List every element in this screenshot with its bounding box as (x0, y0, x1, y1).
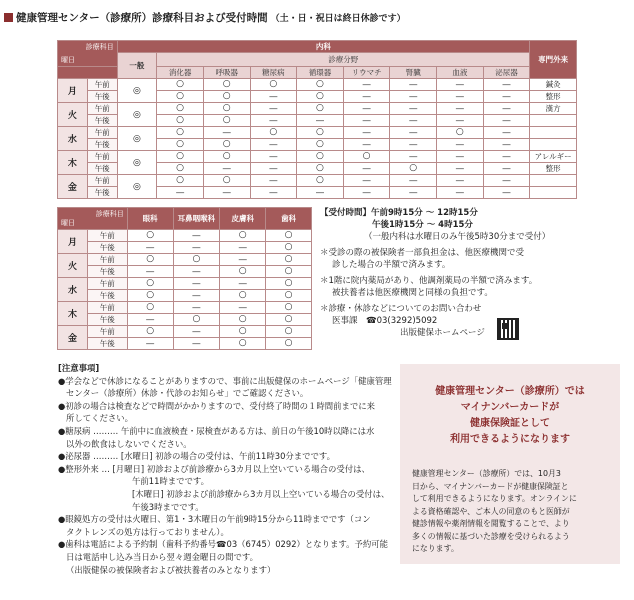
schedule-cell: ○ (220, 326, 266, 338)
schedule-cell: ― (483, 163, 530, 175)
schedule-cell: ― (250, 151, 297, 163)
promo-line: 多くの情報に基づいた診療を受けられるよう (412, 531, 570, 541)
schedule-cell: ○ (220, 290, 266, 302)
schedule-cell: ― (173, 290, 220, 302)
table-row (58, 79, 577, 91)
table-row (58, 326, 312, 338)
day-cell: 木 (58, 151, 88, 175)
schedule-cell: ― (437, 139, 484, 151)
notes-section (58, 362, 392, 576)
note-line: ●初診の場合は検査などで時間がかかりますので、受付終了時間の１時間前までに来 (58, 400, 376, 411)
schedule-cell: ○ (173, 254, 220, 266)
schedule-cell: ○ (157, 103, 204, 115)
day-cell: 金 (58, 326, 88, 350)
schedule-cell: ○ (220, 230, 266, 242)
time-cell: 午後 (87, 139, 117, 151)
schedule-cell: ― (390, 127, 437, 139)
schedule-cell: ― (343, 175, 390, 187)
schedule-cell: ― (173, 338, 220, 350)
schedule-cell: ― (343, 163, 390, 175)
promo-line: 健診情報や薬剤情報を閲覧することで、より (412, 519, 570, 528)
time-cell: 午後 (87, 290, 127, 302)
table2-subject-3: 歯科 (266, 208, 312, 230)
schedule-cell: ○ (297, 103, 344, 115)
schedule-cell: ― (220, 254, 266, 266)
specialist-cell (530, 127, 577, 139)
schedule-cell: ― (437, 187, 484, 199)
schedule-cell: ○ (266, 302, 312, 314)
table-row (58, 127, 577, 139)
day-cell: 金 (58, 175, 88, 199)
reception-bullet3b: 医事課 ☎03(3292)5092 (332, 316, 438, 326)
table1-subject-5: 腎臓 (390, 67, 437, 79)
time-cell: 午後 (87, 115, 117, 127)
promo-line: して利用できるようになります。オンラインに (412, 494, 577, 503)
schedule-cell: ― (483, 187, 530, 199)
specialist-cell (530, 175, 577, 187)
promo-line: 日から、マイナンバーカードが健康保険証と (412, 481, 569, 491)
schedule-cell: ― (173, 302, 220, 314)
reception-info (320, 207, 620, 339)
table1-naika-header: 内科 (117, 41, 530, 53)
schedule-cell: ― (250, 163, 297, 175)
schedule-cell: ○ (127, 302, 173, 314)
schedule-cell: ○ (157, 91, 204, 103)
schedule-cell: ○ (266, 290, 312, 302)
schedule-cell: ― (343, 187, 390, 199)
schedule-cell: ○ (297, 79, 344, 91)
table2-subject-2: 皮膚科 (220, 208, 266, 230)
general-cell: ◎ (117, 79, 157, 103)
note-line: [木曜日] 初診および前診療から3カ月以上空いている場合の受付は、 (132, 488, 390, 499)
qr-code-icon[interactable] (497, 318, 519, 340)
title-note: （土・日・祝日は終日休診です） (270, 14, 406, 24)
note-line: ●泌尿器 ……… [水曜日] 初診の場合の受付は、午前11時30分までです。 (58, 451, 335, 462)
time-cell: 午後 (87, 91, 117, 103)
table1-subject-3: 循環器 (297, 67, 344, 79)
schedule-cell: ○ (266, 242, 312, 254)
schedule-cell: ○ (203, 139, 250, 151)
schedule-cell: ― (220, 242, 266, 254)
table1-subject-7: 泌尿器 (483, 67, 530, 79)
schedule-cell: ― (173, 266, 220, 278)
schedule-cell: ― (437, 103, 484, 115)
promo-line: になります。 (412, 544, 459, 553)
table1-specialist-header: 専門外来 (530, 41, 577, 79)
schedule-cell: ― (437, 151, 484, 163)
schedule-cell: ○ (203, 151, 250, 163)
schedule-cell: ○ (220, 266, 266, 278)
time-cell: 午前 (87, 254, 127, 266)
schedule-cell: ○ (127, 278, 173, 290)
schedule-cell: ○ (127, 290, 173, 302)
schedule-cell: ― (220, 302, 266, 314)
schedule-cell: ― (343, 91, 390, 103)
schedule-cell: ○ (157, 139, 204, 151)
reception-label: 【受付時間】 (320, 208, 372, 218)
schedule-cell: ○ (266, 254, 312, 266)
time-cell: 午前 (87, 230, 127, 242)
table1-header-diag (58, 41, 118, 67)
schedule-cell: ― (250, 175, 297, 187)
schedule-cell: ― (297, 115, 344, 127)
schedule-cell: ― (390, 103, 437, 115)
schedule-cell: ○ (266, 278, 312, 290)
table-row (58, 266, 312, 278)
schedule-cell: ― (250, 103, 297, 115)
note-line: 以外の飲食はしないでください。 (66, 438, 192, 449)
schedule-cell: ― (127, 314, 173, 326)
schedule-cell: ― (250, 139, 297, 151)
table1-subject-0: 消化器 (157, 67, 204, 79)
general-cell: ◎ (117, 127, 157, 151)
notes-heading: [注意事項] (58, 363, 100, 373)
schedule-cell: ― (483, 151, 530, 163)
note-line: 午前11時までです。 (132, 476, 209, 487)
table1-diag-top: 診療科目 (85, 43, 114, 51)
schedule-cell: ― (483, 103, 530, 115)
reception-bullet2b: 被扶養者は他医療機関と同様の負担です。 (332, 288, 493, 298)
schedule-cell: ― (250, 187, 297, 199)
schedule-cell: ○ (297, 163, 344, 175)
reception-bullet3c: 出版健保ホームページ (400, 328, 485, 338)
promo-h1: 健康管理センター（診療所）では (435, 386, 585, 397)
table1-diag-bottom: 曜日 (61, 56, 75, 64)
table1-subject-4: リウマチ (343, 67, 390, 79)
title-main: 健康管理センター（診療所）診療科目および受付時間 (16, 12, 268, 24)
schedule-cell: ― (343, 127, 390, 139)
schedule-cell: ○ (297, 139, 344, 151)
schedule-cell: ― (203, 127, 250, 139)
schedule-cell: ○ (203, 103, 250, 115)
general-cell: ◎ (117, 175, 157, 199)
schedule-table-internal (57, 40, 577, 199)
schedule-cell: ― (483, 175, 530, 187)
schedule-cell: ○ (250, 79, 297, 91)
time-cell: 午後 (87, 338, 127, 350)
schedule-cell: ― (483, 91, 530, 103)
specialist-cell (530, 115, 577, 127)
day-cell: 月 (58, 79, 88, 103)
day-cell: 水 (58, 278, 88, 302)
table1-general-header: 一般 (117, 53, 157, 79)
schedule-cell: ― (173, 278, 220, 290)
table1-spacer (58, 67, 118, 79)
schedule-cell: ― (390, 79, 437, 91)
specialist-cell: アレルギー (530, 151, 577, 163)
schedule-cell: ○ (203, 115, 250, 127)
schedule-cell: ― (390, 139, 437, 151)
schedule-cell: ― (437, 163, 484, 175)
table2-diag-top: 診療科目 (95, 210, 124, 218)
schedule-cell: ○ (297, 127, 344, 139)
table2-diag-bottom: 曜日 (61, 219, 75, 227)
note-line: ●糖尿病 ……… 午前中に血液検査・尿検査がある方は、前日の午後10時以降には水 (58, 425, 375, 436)
schedule-cell: ○ (266, 326, 312, 338)
reception-bullet1a: ＊受診の際の被保険者一部負担金は、他医療機関で受 (320, 248, 525, 258)
time-cell: 午後 (87, 163, 117, 175)
schedule-cell: ― (390, 175, 437, 187)
title-square-icon (4, 13, 13, 22)
table1-subject-2: 糖尿病 (250, 67, 297, 79)
time-cell: 午後 (87, 314, 127, 326)
table2-subject-1: 耳鼻咽喉科 (173, 208, 220, 230)
schedule-cell: ― (343, 79, 390, 91)
schedule-cell: ○ (173, 314, 220, 326)
time-cell: 午前 (87, 103, 117, 115)
general-cell: ◎ (117, 151, 157, 175)
specialist-cell (530, 187, 577, 199)
table-row (58, 302, 312, 314)
schedule-cell: ― (173, 242, 220, 254)
schedule-cell: ○ (127, 254, 173, 266)
schedule-cell: ― (250, 115, 297, 127)
schedule-cell: ○ (157, 175, 204, 187)
schedule-cell: ― (343, 103, 390, 115)
note-line: センター（診療所）休診・代診のお知らせ」でご確認ください。 (66, 388, 309, 399)
note-line: 日は電話申し込み当日から翌々週金曜日の間です。 (66, 551, 258, 562)
schedule-cell: ○ (203, 91, 250, 103)
promo-h4: 利用できるようになります (450, 434, 570, 445)
schedule-cell: ― (250, 91, 297, 103)
mynumber-promo-box (400, 364, 620, 564)
reception-bullet2a: ＊1階に院内薬局があり、他調剤薬局の半額で済みます。 (320, 276, 538, 286)
schedule-cell: ○ (127, 230, 173, 242)
schedule-cell: ○ (390, 163, 437, 175)
promo-line: よる資格確認や、ご本人の同意のもと医師が (412, 506, 570, 516)
time-cell: 午前 (87, 326, 127, 338)
table-row (58, 290, 312, 302)
day-cell: 水 (58, 127, 88, 151)
schedule-cell: ○ (220, 338, 266, 350)
schedule-cell: ― (220, 278, 266, 290)
schedule-cell: ○ (157, 79, 204, 91)
table2-header-diag (58, 208, 128, 230)
table1-subject-1: 呼吸器 (203, 67, 250, 79)
reception-line3: （一般内科は水曜日のみ午後5時30分まで受付） (364, 232, 551, 242)
note-line: （出版健保の被保険者および被扶養者のみとなります） (66, 564, 276, 575)
schedule-cell: ― (127, 266, 173, 278)
schedule-cell: ― (173, 326, 220, 338)
schedule-cell: ○ (437, 127, 484, 139)
time-cell: 午後 (87, 242, 127, 254)
time-cell: 午前 (87, 151, 117, 163)
page-title (4, 10, 406, 25)
note-line: ●学会などで休診になることがありますので、事前に出版健保のホームページ「健康管理 (58, 375, 392, 386)
specialist-cell: 鍼灸 (530, 79, 577, 91)
table-row (58, 278, 312, 290)
day-cell: 木 (58, 302, 88, 326)
schedule-cell: ― (203, 187, 250, 199)
promo-h3: 健康保険証として (470, 418, 550, 429)
day-cell: 火 (58, 103, 88, 127)
time-cell: 午前 (87, 175, 117, 187)
schedule-cell: ○ (127, 326, 173, 338)
schedule-cell: ○ (297, 91, 344, 103)
schedule-cell: ○ (266, 266, 312, 278)
schedule-cell: ― (390, 151, 437, 163)
schedule-table-other (57, 207, 312, 350)
schedule-cell: ○ (266, 314, 312, 326)
time-cell: 午前 (87, 79, 117, 91)
schedule-cell: ○ (266, 230, 312, 242)
specialist-cell: 整形 (530, 163, 577, 175)
note-line: 所してください。 (66, 413, 133, 424)
schedule-cell: ― (437, 115, 484, 127)
table-row (58, 103, 577, 115)
schedule-cell: ○ (203, 79, 250, 91)
note-line: ●歯科は電話による予約制（歯科予約番号☎03（6745）0292）となります。予約可能 (58, 539, 388, 550)
reception-bullet3a: ＊診療・休診などについてのお問い合わせ (320, 304, 482, 314)
promo-heading (408, 384, 612, 448)
time-cell: 午後 (87, 266, 127, 278)
specialist-cell (530, 139, 577, 151)
promo-body (412, 468, 612, 556)
reception-line1: 午前9時15分 ～ 12時15分 (371, 208, 478, 218)
specialist-cell: 漢方 (530, 103, 577, 115)
schedule-cell: ○ (297, 175, 344, 187)
promo-line: 健康管理センター（診療所）では、10月3 (412, 469, 561, 478)
table-row (58, 254, 312, 266)
schedule-cell: ― (297, 187, 344, 199)
table-row (58, 242, 312, 254)
note-line: ●眼鏡処方の受付は火曜日、第1・3木曜日の午前9時15分から11時までです（コン (58, 514, 371, 525)
schedule-cell: ○ (297, 151, 344, 163)
day-cell: 火 (58, 254, 88, 278)
schedule-cell: ― (390, 91, 437, 103)
time-cell: 午前 (87, 302, 127, 314)
reception-line2: 午後1時15分 ～ 4時15分 (372, 220, 473, 230)
schedule-cell: ○ (343, 151, 390, 163)
schedule-cell: ― (173, 230, 220, 242)
promo-h2: マイナンバーカードが (460, 402, 560, 413)
note-line: 午後3時までです。 (132, 501, 204, 512)
schedule-cell: ― (343, 115, 390, 127)
schedule-cell: ― (483, 115, 530, 127)
schedule-cell: ○ (157, 115, 204, 127)
table2-subject-0: 眼科 (127, 208, 173, 230)
specialist-cell: 整形 (530, 91, 577, 103)
day-cell: 月 (58, 230, 88, 254)
schedule-cell: ― (203, 163, 250, 175)
schedule-cell: ○ (250, 127, 297, 139)
schedule-cell: ― (483, 139, 530, 151)
time-cell: 午前 (87, 278, 127, 290)
schedule-cell: ― (127, 242, 173, 254)
time-cell: 午後 (87, 187, 117, 199)
schedule-cell: ○ (157, 127, 204, 139)
table1-subject-6: 血液 (437, 67, 484, 79)
schedule-cell: ― (437, 91, 484, 103)
table-row (58, 338, 312, 350)
table-row (58, 314, 312, 326)
schedule-cell: ― (157, 187, 204, 199)
schedule-cell: ○ (203, 175, 250, 187)
schedule-cell: ― (437, 175, 484, 187)
schedule-cell: ― (343, 139, 390, 151)
schedule-cell: ― (437, 79, 484, 91)
schedule-cell: ○ (157, 163, 204, 175)
time-cell: 午前 (87, 127, 117, 139)
table-row (58, 230, 312, 242)
table-row (58, 175, 577, 187)
note-line: ●整形外来 … [月曜日] 初診および前診療から3カ月以上空いている場合の受付は、 (58, 463, 370, 474)
general-cell: ◎ (117, 103, 157, 127)
schedule-cell: ― (390, 187, 437, 199)
schedule-cell: ○ (220, 314, 266, 326)
schedule-cell: ― (390, 115, 437, 127)
schedule-cell: ― (127, 338, 173, 350)
table1-bunya-header: 診療分野 (157, 53, 530, 67)
schedule-cell: ― (483, 79, 530, 91)
table-row (58, 151, 577, 163)
schedule-cell: ○ (157, 151, 204, 163)
schedule-cell: ○ (266, 338, 312, 350)
schedule-cell: ― (483, 127, 530, 139)
reception-bullet1b: 診した場合の半額で済みます。 (332, 260, 451, 270)
note-line: タクトレンズの処方は行っておりません）。 (66, 526, 229, 537)
